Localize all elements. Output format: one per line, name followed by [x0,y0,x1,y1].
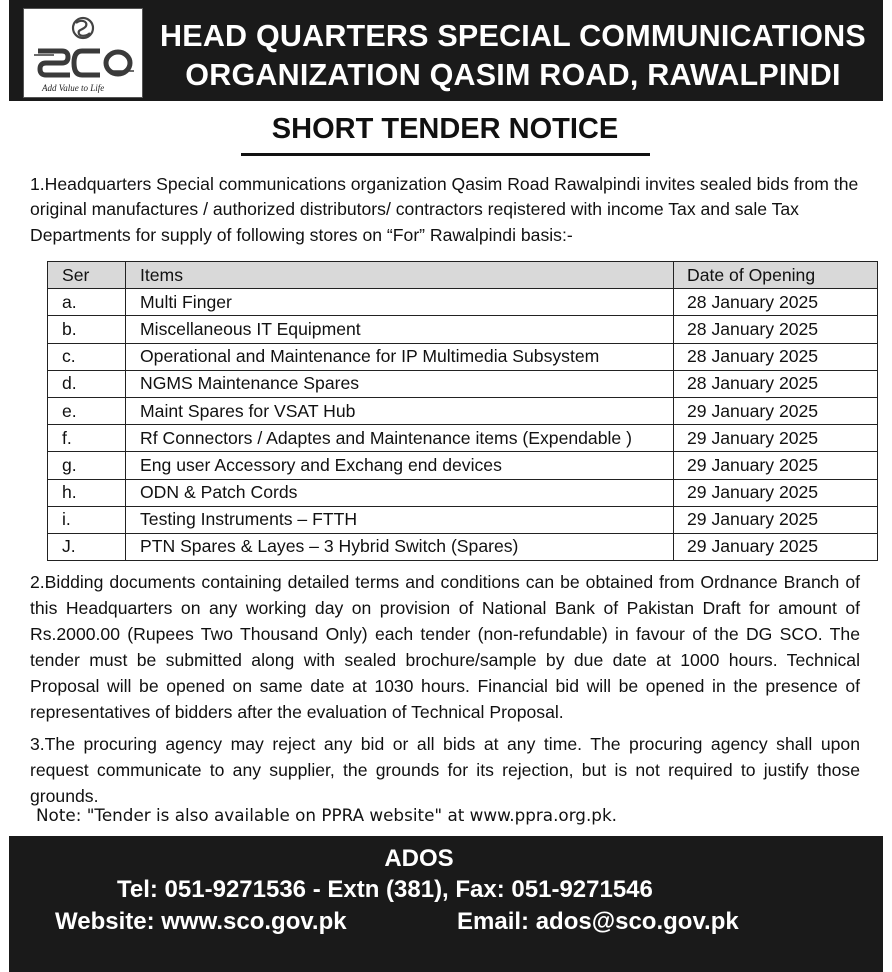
row-date: 28 January 2025 [674,343,878,370]
row-ser: a. [48,289,126,316]
table-row [48,370,878,397]
ppra-note: Note: "Tender is also available on PPRA website" at www.ppra.org.pk. [36,805,617,825]
row-item: Maint Spares for VSAT Hub [126,397,674,424]
row-item: Operational and Maintenance for IP Multimedia Subsystem [126,343,674,370]
paragraph-invitation: 1.Headquarters Special communications organization Qasim Road Rawalpindi invites sealed bids from the original manufactures / authorized distributors/ contractors reqistered with income Tax and sale Tax Departments for supply of following stores on “For” Rawalpindi basis:- [30,174,859,245]
row-item: Testing Instruments – FTTH [126,506,674,533]
table-row [48,479,878,506]
row-item: Multi Finger [126,289,674,316]
row-item: ODN & Patch Cords [126,479,674,506]
row-ser: c. [48,343,126,370]
row-date: 29 January 2025 [674,479,878,506]
row-ser: e. [48,397,126,424]
footer-phone-fax: Tel: 051-9271536 - Extn (381), Fax: 051-9271546 [117,876,653,903]
sco-logo [23,8,143,98]
row-item: Rf Connectors / Adaptes and Maintenance items (Expendable ) [126,425,674,452]
row-ser: d. [48,370,126,397]
table-row [48,533,878,560]
row-date: 28 January 2025 [674,289,878,316]
footer-website: Website: www.sco.gov.pk [55,908,347,935]
column-header-ser: Ser [48,262,126,289]
row-ser: g. [48,452,126,479]
notice-title: SHORT TENDER NOTICE [271,113,619,145]
row-ser: h. [48,479,126,506]
footer-ados: ADOS [384,845,454,872]
footer-banner [9,836,883,972]
row-ser: i. [48,506,126,533]
organization-name-line-2: ORGANIZATION QASIM ROAD, RAWALPINDI [185,58,841,92]
table-row [48,316,878,343]
table-header-row [48,262,878,289]
row-date: 29 January 2025 [674,533,878,560]
row-item: PTN Spares & Layes – 3 Hybrid Switch (Spares) [126,533,674,560]
row-date: 28 January 2025 [674,316,878,343]
table-row [48,506,878,533]
paragraph-bidding-documents: 2.Bidding documents containing detailed terms and conditions can be obtained from Ordnance Branch of this Headquarters on any working day on provision of National Bank of Pakistan Draft for amount of Rs.2000.00 (Rupees Two Thousand Only) each tender (non-refundable) in favour of the DG SCO. The tender must be submitted along with sealed brochure/sample by due date at 1000 hours. Technical Proposal will be opened on same date at 1030 hours. Financial bid will be opened in the presence of representatives of bidders after the evaluation of Technical Proposal. [30,572,860,722]
table-row [48,289,878,316]
title-underline [241,153,650,156]
row-ser: b. [48,316,126,343]
row-date: 28 January 2025 [674,370,878,397]
footer-email: Email: ados@sco.gov.pk [457,908,739,935]
row-item: Eng user Accessory and Exchang end devices [126,452,674,479]
row-date: 29 January 2025 [674,397,878,424]
row-date: 29 January 2025 [674,506,878,533]
logo-tagline: Add Value to Life [42,83,105,93]
row-date: 29 January 2025 [674,452,878,479]
row-item: NGMS Maintenance Spares [126,370,674,397]
header-banner [9,0,883,101]
paragraph-rejection-clause: 3.The procuring agency may reject any bid or all bids at any time. The procuring agency shall upon request communicate to any supplier, the grounds for its rejection, but is not required to justify those grounds. [30,734,860,806]
row-item: Miscellaneous IT Equipment [126,316,674,343]
row-ser: f. [48,425,126,452]
organization-name-line-1: HEAD QUARTERS SPECIAL COMMUNICATIONS [160,19,866,53]
row-date: 29 January 2025 [674,425,878,452]
column-header-date: Date of Opening [674,262,878,289]
table-row [48,343,878,370]
row-ser: J. [48,533,126,560]
table-row [48,397,878,424]
tender-items-table [47,261,878,561]
table-row [48,452,878,479]
column-header-items: Items [126,262,674,289]
table-row [48,425,878,452]
